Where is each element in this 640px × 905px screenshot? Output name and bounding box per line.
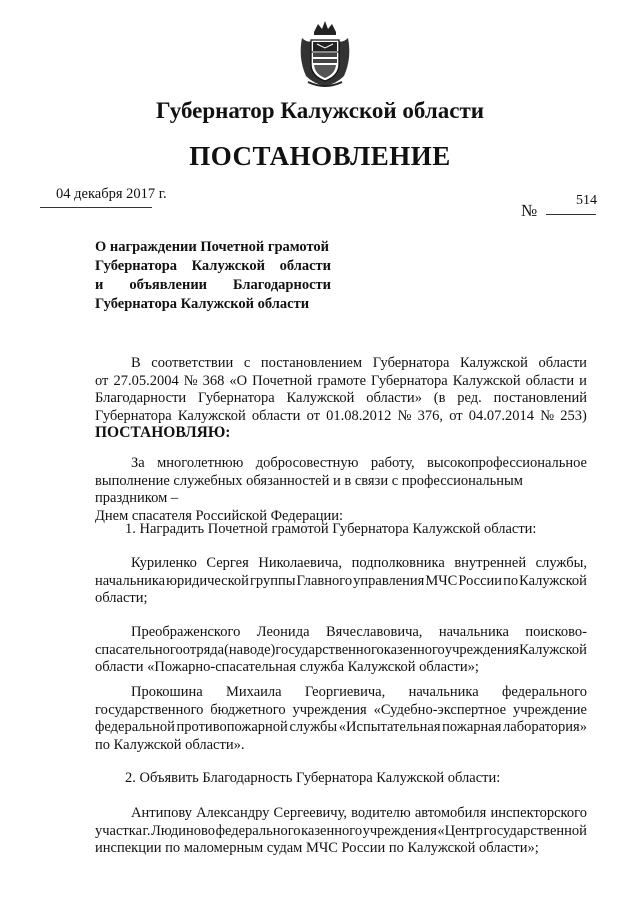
word: Антипову: [131, 805, 192, 821]
word: области: [279, 258, 331, 274]
awardee-line: [95, 684, 587, 702]
word: Калужской: [460, 355, 528, 371]
word: России: [458, 572, 503, 589]
word: №: [183, 372, 198, 389]
document-type-heading: ПОСТАНОВЛЕНИЕ: [189, 141, 451, 171]
word: начальника: [438, 624, 509, 640]
word: участка: [95, 822, 143, 839]
awardee-line: [95, 659, 587, 677]
word: казенного: [383, 641, 445, 658]
word: 01.08.2012: [326, 407, 392, 424]
word: Благодарности: [232, 277, 331, 293]
word: постановлением: [260, 355, 363, 371]
word: выполнение служебных обязанностей и в связи с профессиональным праздником –: [95, 472, 523, 506]
word: государственной: [483, 822, 587, 839]
word: начальника: [408, 684, 479, 700]
word: Леонида: [256, 624, 310, 640]
word: государственного: [95, 701, 204, 718]
word: управления: [353, 572, 425, 589]
word: Губернатора: [371, 372, 448, 389]
word: отряда: [182, 641, 225, 658]
word: Почетной: [252, 372, 313, 389]
word: федеральной: [95, 719, 175, 735]
item-2-heading: 2. Объявить Благодарность Губернатора Калужской области:: [125, 770, 501, 786]
word: Сергея: [206, 555, 249, 571]
word: Главного: [296, 572, 353, 589]
word: Михаила: [225, 684, 282, 700]
word: лаборатория»: [503, 719, 587, 735]
basis-line: [95, 390, 587, 408]
word: (в: [433, 390, 446, 406]
word: 368: [202, 372, 225, 389]
word: Александру: [196, 805, 270, 821]
word: Калужской: [191, 258, 265, 274]
document-date: 04 декабря 2017 г.: [56, 186, 167, 202]
word: г.: [142, 822, 151, 839]
word: Людиново: [150, 822, 216, 839]
word: подполковника: [351, 555, 445, 571]
word: бюджетного: [210, 701, 286, 718]
reason-paragraph: [95, 455, 587, 525]
word: Николаевича,: [258, 555, 343, 571]
word: Губернатора: [372, 355, 450, 371]
word: Днем спасателя Российской Федерации:: [95, 507, 344, 524]
word: постановлений: [493, 390, 587, 406]
awardee-paragraph: [95, 684, 587, 754]
word: учреждения: [362, 822, 437, 839]
thanks-line: [95, 840, 587, 858]
subject-line: [95, 295, 331, 314]
word: Калужской: [452, 372, 521, 389]
word: от: [449, 407, 463, 424]
word: поисково-: [525, 624, 587, 640]
word: работу,: [370, 455, 415, 471]
word: по Калужской области».: [95, 736, 245, 753]
subject-line: [95, 238, 331, 257]
word: Губернатора: [198, 390, 275, 406]
word: области»: [366, 390, 422, 406]
date-underline: [40, 207, 152, 208]
word: МЧС: [425, 572, 458, 589]
word: многолетнюю: [157, 455, 244, 471]
word: «О: [229, 372, 248, 389]
word: воде): [243, 641, 276, 658]
awardee-paragraph: [95, 555, 587, 608]
basis-line: [95, 355, 587, 373]
coat-of-arms-emblem: [296, 18, 354, 90]
word: 376,: [417, 407, 444, 424]
issuer-title: Губернатор Калужской области: [155, 98, 485, 123]
word: инспекторского: [490, 805, 587, 821]
awardee-paragraph: [95, 624, 587, 677]
word: инспекции по маломерным судам МЧС России по Калужской области»;: [95, 840, 539, 856]
word: спасательного: [95, 641, 183, 658]
word: автомобиля: [414, 805, 487, 821]
word: и: [95, 277, 104, 293]
word: юридической: [166, 572, 249, 589]
word: Георгиевича,: [304, 684, 386, 700]
word: с: [243, 355, 251, 371]
word: Губернатора: [95, 258, 178, 274]
number-label: №: [521, 201, 538, 220]
word: области: [538, 355, 587, 371]
word: О награждении Почетной грамотой: [95, 239, 330, 255]
awardee-line: [95, 590, 587, 608]
word: №: [397, 407, 412, 424]
word: федерального: [215, 822, 301, 839]
word: учреждения: [292, 701, 367, 718]
word: 253): [560, 407, 587, 424]
word: «Судебно-экспертное: [373, 701, 507, 718]
word: от: [306, 407, 320, 424]
word: грамоте: [317, 372, 366, 389]
awardee-line: [95, 624, 587, 642]
word: Губернатора: [95, 407, 172, 424]
word: высокопрофессиональное: [427, 455, 587, 471]
word: 04.07.2014: [468, 407, 535, 424]
word: Вячеславовича,: [325, 624, 423, 640]
word: внутренней: [454, 555, 527, 571]
word: №: [540, 407, 555, 424]
word: от: [95, 372, 109, 389]
awardee-line: [95, 737, 587, 755]
word: и: [579, 372, 587, 389]
word: Калужской: [519, 572, 587, 589]
word: службы,: [535, 555, 587, 571]
word: Прокошина: [131, 684, 203, 700]
word: начальника: [95, 572, 166, 589]
reason-line: [95, 455, 587, 473]
word: группы: [249, 572, 296, 589]
word: службы: [289, 719, 338, 735]
word: государственного: [275, 641, 384, 658]
word: противопожарной: [176, 719, 288, 735]
word: За: [131, 455, 145, 471]
basis-line: [95, 408, 587, 426]
reason-line: [95, 473, 587, 508]
word: учреждения: [444, 641, 520, 658]
word: водителю: [351, 805, 411, 821]
item-1-heading: 1. Наградить Почетной грамотой Губернатора Калужской области:: [125, 521, 537, 537]
word: области «Пожарно-спасательная служба Калужской области»;: [95, 659, 479, 675]
thanks-line: [95, 823, 587, 841]
basis-paragraph: [95, 355, 587, 425]
document-number: 514: [576, 193, 597, 208]
word: Благодарности: [95, 390, 187, 406]
word: (на: [224, 641, 244, 658]
word: области: [525, 372, 575, 389]
word: Куриленко: [131, 555, 197, 571]
basis-line: [95, 373, 587, 391]
word: области;: [95, 590, 148, 606]
number-underline: [546, 214, 596, 215]
word: ред.: [457, 390, 482, 406]
decree-word: ПОСТАНОВЛЯЮ:: [95, 424, 231, 441]
word: 27.05.2004: [113, 372, 179, 389]
word: соответствии: [151, 355, 234, 371]
word: «Центр: [437, 822, 484, 839]
word: пожарная: [442, 719, 502, 735]
word: федерального: [502, 684, 587, 700]
word: Сергеевичу,: [273, 805, 348, 821]
subject-line: [95, 276, 331, 295]
word: Калужской: [519, 641, 587, 658]
word: казенного: [301, 822, 363, 839]
awardee-line: [95, 719, 587, 737]
word: объявлении: [129, 277, 208, 293]
word: Калужской: [177, 407, 246, 424]
awardee-line: [95, 555, 587, 573]
word: Калужской: [286, 390, 355, 406]
awardee-line: [95, 573, 587, 591]
word: по: [503, 572, 519, 589]
subject-block: [95, 238, 331, 314]
word: учреждение: [512, 701, 587, 718]
word: добросовестную: [255, 455, 359, 471]
word: Преображенского: [131, 624, 241, 640]
word: Губернатора Калужской области: [95, 296, 310, 312]
awardee-line: [95, 642, 587, 660]
thanks-line: [95, 805, 587, 823]
word: В: [131, 355, 141, 371]
word: «Испытательная: [338, 719, 441, 735]
subject-line: [95, 257, 331, 276]
thanks-paragraph: [95, 805, 587, 858]
awardee-line: [95, 702, 587, 720]
word: области: [251, 407, 301, 424]
